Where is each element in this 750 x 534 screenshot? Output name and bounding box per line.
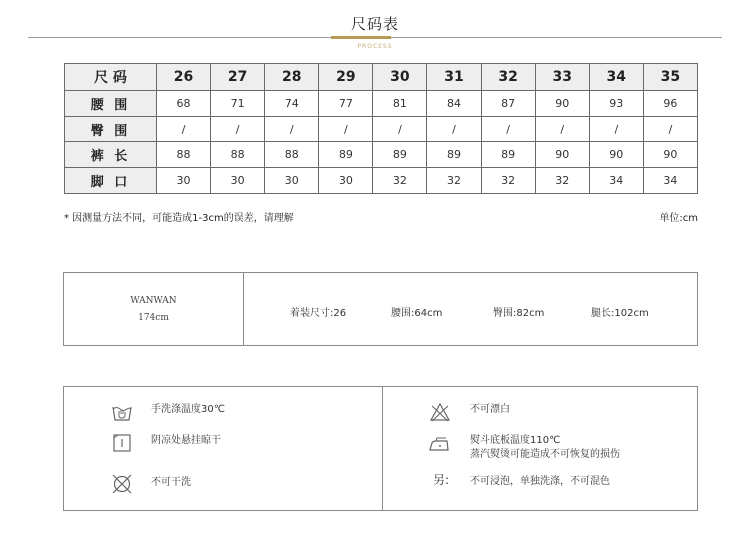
table-cell: /: [373, 116, 427, 142]
care-other-text: 不可浸泡，单独洗涤，不可混色: [470, 476, 610, 487]
table-cell: 89: [319, 142, 373, 168]
table-cell: 34: [589, 168, 643, 194]
model-hip: 臀围:82cm: [493, 308, 545, 319]
table-cell: 34: [643, 168, 697, 194]
row-label-waist: 腰 围: [65, 91, 157, 117]
care-instructions-box: [63, 386, 698, 511]
row-label-hip: 臀 围: [65, 116, 157, 142]
size-header-cell: 28: [265, 64, 319, 91]
row-label-hem: 脚 口: [65, 168, 157, 194]
table-cell: 90: [535, 91, 589, 117]
table-cell: 74: [265, 91, 319, 117]
table-cell: 89: [427, 142, 481, 168]
table-cell: 30: [211, 168, 265, 194]
care-no-bleach-text: 不可漂白: [470, 404, 510, 415]
size-header-cell: 29: [319, 64, 373, 91]
size-header-cell: 35: [643, 64, 697, 91]
table-cell: 30: [265, 168, 319, 194]
care-iron-temp: 熨斗底板温度110℃: [470, 435, 561, 446]
no-bleach-icon: [429, 401, 451, 423]
model-divider: [243, 273, 244, 345]
size-table: [64, 63, 698, 194]
model-identity: [64, 293, 243, 327]
table-cell: 88: [157, 142, 211, 168]
table-cell: /: [211, 116, 265, 142]
care-other-label: 另:: [433, 473, 450, 487]
table-row: [65, 142, 698, 168]
hand-wash-icon: [111, 401, 133, 423]
model-waist: 腰围:64cm: [391, 308, 443, 319]
size-header-cell: 31: [427, 64, 481, 91]
title-accent-bar: [331, 36, 391, 39]
size-header-cell: 33: [535, 64, 589, 91]
page-subtitle: PROCESS: [357, 43, 393, 50]
table-cell: 30: [319, 168, 373, 194]
row-label-length: 裤 长: [65, 142, 157, 168]
unit-label: 单位:cm: [659, 213, 698, 224]
size-header-cell: 32: [481, 64, 535, 91]
table-cell: /: [481, 116, 535, 142]
table-cell: 32: [535, 168, 589, 194]
model-height: 174cm: [138, 313, 169, 323]
table-cell: 89: [481, 142, 535, 168]
table-cell: 32: [373, 168, 427, 194]
page-title: 尺码表: [350, 15, 399, 33]
table-cell: 81: [373, 91, 427, 117]
size-header-cell: 27: [211, 64, 265, 91]
size-header-cell: 26: [157, 64, 211, 91]
model-info-box: [63, 272, 698, 346]
care-no-dry-clean-text: 不可干洗: [151, 477, 191, 488]
table-cell: 88: [265, 142, 319, 168]
table-row: [65, 168, 698, 194]
model-leg: 腿长:102cm: [591, 308, 649, 319]
care-iron-text: [470, 434, 620, 462]
care-hand-wash-text: 手洗涤温度30℃: [151, 404, 225, 415]
table-cell: /: [265, 116, 319, 142]
table-cell: 77: [319, 91, 373, 117]
size-header-cell: 34: [589, 64, 643, 91]
table-cell: 68: [157, 91, 211, 117]
table-cell: /: [319, 116, 373, 142]
table-cell: /: [535, 116, 589, 142]
measurement-note: * 因测量方法不同，可能造成1-3cm的误差，请理解: [64, 213, 294, 224]
no-dry-clean-icon: [111, 473, 133, 495]
table-cell: 87: [481, 91, 535, 117]
table-cell: 88: [211, 142, 265, 168]
iron-icon: [427, 434, 451, 454]
table-cell: 96: [643, 91, 697, 117]
model-wear-size: 着装尺寸:26: [290, 308, 347, 319]
table-cell: 93: [589, 91, 643, 117]
model-name: WANWAN: [130, 296, 177, 306]
care-divider: [382, 387, 383, 510]
table-cell: 32: [427, 168, 481, 194]
table-row: [65, 91, 698, 117]
table-cell: 32: [481, 168, 535, 194]
shade-dry-icon: [111, 432, 133, 454]
table-cell: 90: [643, 142, 697, 168]
table-cell: /: [427, 116, 481, 142]
table-cell: 90: [535, 142, 589, 168]
size-header-row: [65, 64, 698, 91]
table-cell: /: [157, 116, 211, 142]
size-header-cell: 30: [373, 64, 427, 91]
table-row: [65, 116, 698, 142]
table-cell: 84: [427, 91, 481, 117]
table-cell: 90: [589, 142, 643, 168]
care-iron-steam: 蒸汽熨烫可能造成不可恢复的损伤: [470, 449, 620, 460]
table-cell: 71: [211, 91, 265, 117]
page-header: [0, 0, 750, 60]
size-header-label: 尺 码: [65, 64, 157, 91]
table-cell: /: [589, 116, 643, 142]
table-cell: 89: [373, 142, 427, 168]
care-shade-dry-text: 阴凉处悬挂晾干: [151, 435, 221, 446]
table-cell: 30: [157, 168, 211, 194]
table-cell: /: [643, 116, 697, 142]
